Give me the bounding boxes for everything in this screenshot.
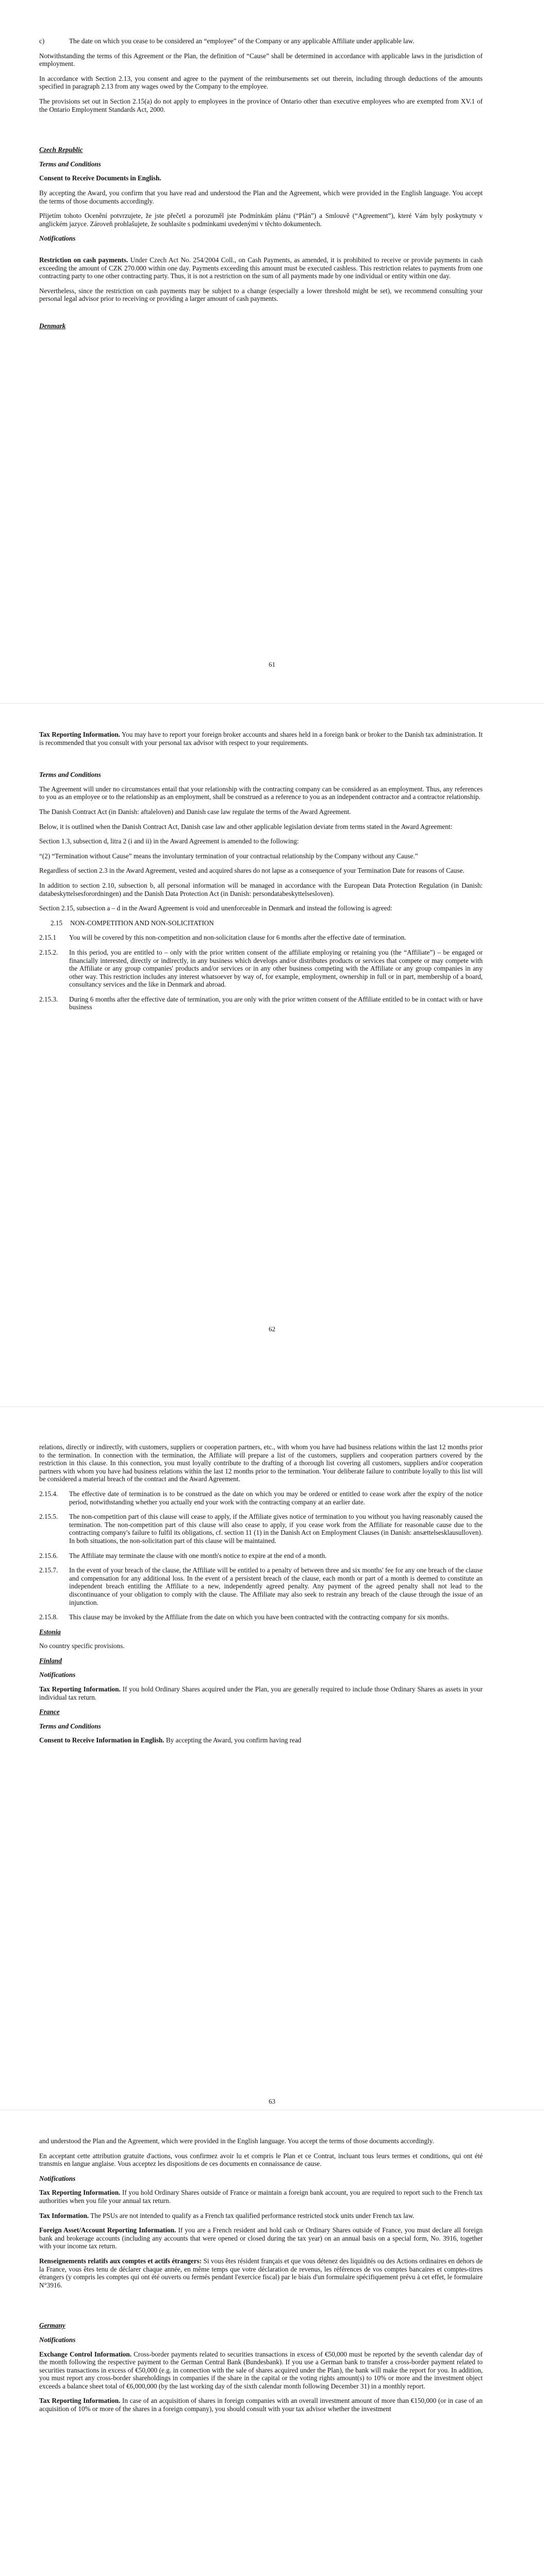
- section-heading-notifications: Notifications: [39, 234, 76, 243]
- list-item-text: During 6 months after the effective date of termination, you are only with the prior written consent of the Affiliate entitled to be in contact with or have business: [69, 995, 483, 1011]
- section-heading-notifications: Notifications: [39, 1671, 76, 1679]
- section-heading-notifications: Notifications: [39, 2335, 76, 2344]
- tax-text: If you hold Ordinary Shares acquired under the Plan, you are generally required to include those Ordinary Shares as assets in your individual tax return.: [39, 1685, 483, 1701]
- section-heading-notifications: Notifications: [39, 2174, 76, 2182]
- list-item: [39, 934, 483, 942]
- paragraph: [39, 1736, 483, 1744]
- paragraph-french: [39, 2257, 483, 2289]
- list-item-text: The date on which you cease to be considered an “employee” of the Company or any applicable Affiliate under applicable law.: [69, 37, 415, 45]
- page-63: [0, 1407, 544, 2110]
- list-item-marker: 2.15.5.: [39, 1513, 58, 1521]
- page-63-body: [39, 1443, 483, 1751]
- section-number: 2.15: [51, 919, 63, 927]
- tax-label: Tax Reporting Information.: [39, 731, 120, 738]
- paragraph: [39, 2226, 483, 2250]
- paragraph: Regardless of section 2.3 in the Award Agreement, vested and acquired shares do not lapse as a consequence of your Termination Date for reasons of Cause.: [39, 867, 465, 875]
- consent-text: By accepting the Award, you confirm having read: [164, 1736, 302, 1744]
- paragraph: Section 1.3, subsection d, litra 2 (i and ii) in the Award Agreement is amended to the following:: [39, 837, 299, 845]
- section-heading-terms: Terms and Conditions: [39, 771, 101, 779]
- paragraph: [39, 731, 483, 747]
- paragraph-continued: relations, directly or indirectly, with customers, suppliers or cooperation partners, etc., with whom you have had business relations within the last 12 months prior to the termination. In connection with the termination, the Affiliate will prepare a list of the customers, suppliers and cooperation partners covered by the restriction in this clause. In this connection, you must loyally contribute to the drafting of a thorough list covering all customers, suppliers and/or cooperation partners with whom you have had business relations within the last 12 months prior to the termination. Your deliberate failure to contribute loyally to this list will be considered a material breach of the contract and the Award Agreement.: [39, 1443, 483, 1483]
- french-asset-label: Renseignements relatifs aux comptes et actifs étrangers:: [39, 2257, 202, 2265]
- country-heading-germany: Germany: [39, 2321, 65, 2330]
- list-item-marker: 2.15.1: [39, 934, 56, 942]
- tax-text: You may have to report your foreign broker accounts and shares held in a foreign bank or broker to the Danish tax administration. It is recommended that you consult with your personal tax advisor with respect to your requirements.: [39, 731, 483, 747]
- list-item: [39, 1552, 483, 1560]
- list-item-text: This clause may be invoked by the Affiliate from the date on which you have been contracted with the contracting company for six months.: [69, 1613, 449, 1621]
- subheading-consent: Consent to Receive Documents in English.: [39, 174, 161, 182]
- page-number: 63: [269, 2097, 275, 2105]
- tax-text: If you hold Ordinary Shares outside of France or maintain a foreign bank account, you are required to report such to the French tax authorities when you file your annual tax return.: [39, 2189, 483, 2205]
- tax-text: In case of an acquisition of shares in foreign companies with an overall investment amount of more than €150,000 (or in case of an acquisition of 10% or more of the shares in a foreign company), you should consult with your tax advisor whether the investment: [39, 2397, 483, 2413]
- tax-info-label: Tax Information.: [39, 2211, 89, 2219]
- paragraph: The provisions set out in Section 2.15(a) do not apply to employees in the province of Ontario other than executive employees who are exempted from XV.1 of the Ontario Employment Standards Act, 2000.: [39, 97, 483, 113]
- paragraph: In addition to section 2.10, subsection b, all personal information will be managed in accordance with the European Data Protection Regulation (in Danish: databeskyttelsesforordningen) and the Danish Data Protection Act (in Danish: persondatabeskyttelsesloven).: [39, 881, 483, 897]
- paragraph: [39, 256, 483, 280]
- paragraph: [39, 2212, 483, 2220]
- paragraph-continued: and understood the Plan and the Agreement, which were provided in the English language. You accept the terms of those documents accordingly.: [39, 2137, 434, 2145]
- tax-label: Tax Reporting Information.: [39, 1685, 121, 1693]
- list-item-text: The Affiliate may terminate the clause with one month's notice to expire at the end of a month.: [69, 1551, 327, 1560]
- section-title: [51, 919, 483, 927]
- page-64-body: [39, 2137, 483, 2420]
- country-heading-czech: Czech Republic: [39, 146, 83, 154]
- restriction-label: Restriction on cash payments.: [39, 256, 128, 264]
- list-item-marker: 2.15.3.: [39, 995, 58, 1003]
- quote: “(2) “Termination without Cause” means the involuntary termination of your contractual relationship by the Company without any Cause.”: [39, 852, 418, 860]
- french-asset-text: Si vous êtes résident français et que vous détenez des liquidités ou des Actions ordinaires en dehors de la France, vous êtes tenu de déclarer chaque année, en même temps que votre déclaration de revenus, les références de vos comptes bancaires et comptes-titres étrangers (y compris les comptes qui ont été ouverts ou fermés pendant l'exercice fiscal) par le biais d'un formulaire spécifiquement prévu à cet effet, le formulaire N°3916.: [39, 2257, 483, 2289]
- page-61-body: [39, 37, 483, 336]
- list-item: [39, 1490, 483, 1506]
- list-item-marker: 2.15.7.: [39, 1566, 58, 1574]
- tax-label: Tax Reporting Information.: [39, 2189, 121, 2197]
- list-item-text: In the event of your breach of the clause, the Affiliate will be entitled to a penalty of between three and six months' fee for any one breach of the clause and compensation for any additional loss. In the event of a persistent breach of the clause, each month or part of a month is deemed to constitute an independent breach entitling the Affiliate to a new, independently agreed penalty. Any payment of the agreed penalty shall not lead to the discontinuance of your obligation to comply with the clause. The Affiliate may also seek to restrain any breach of the clause through the issue of an injunction.: [69, 1566, 483, 1606]
- paragraph: [39, 2350, 483, 2391]
- page-61: [0, 0, 544, 703]
- paragraph: No country specific provisions.: [39, 1642, 125, 1650]
- list-item-marker: 2.15.2.: [39, 948, 58, 956]
- list-item-text: The non-competition part of this clause will cease to apply, if the Affiliate gives notice of termination to you without you having reasonably caused the termination. The non-competition part of this clause will also cease to apply, if you cease work from the Affiliate for reasonable cause due to the contracting company's failure to fulfil its obligations, cf. section 11 (1) in the Danish Act on Employment Clauses (in Danish: ansættelsesklausulloven). In both situations, the non-solicitation part of this clause will be maintained.: [69, 1513, 483, 1545]
- paragraph: Below, it is outlined when the Danish Contract Act, Danish case law and other applicable legislation deviate from terms stated in the Award Agreement:: [39, 822, 453, 831]
- foreign-asset-text: If you are a French resident and hold cash or Ordinary Shares outside of France, you must declare all foreign bank and brokerage accounts (including any accounts that were opened or closed during the tax year) on an annual basis on a special form, No. 3916, together with your income tax return.: [39, 2226, 483, 2250]
- section-heading-terms: Terms and Conditions: [39, 160, 101, 168]
- list-item-text: In this period, you are entitled to – only with the prior written consent of the affiliate employing or retaining you (the “Affiliate”) – be engaged or financially interested, directly or indirectly, in any business which develops and/or distributes products or services that compete or may compete with the Affiliate or any group companies' products and/or services or in any other business competing with the Affiliate or any group companies in any other way. This restriction includes any interest whatsoever by way of, for example, employment, ownership in full or in part, membership of a board, consultancy services and the like in Denmark and abroad.: [69, 948, 483, 989]
- paragraph: Nevertheless, since the restriction on cash payments may be subject to a change (especially a lower threshold might be set), we recommend consulting your personal legal advisor prior to receiving or providing a larger amount of cash payments.: [39, 286, 483, 303]
- country-heading-france: France: [39, 1708, 60, 1716]
- page-number: 61: [269, 660, 275, 668]
- paragraph: [39, 2397, 483, 2413]
- paragraph: The Agreement will under no circumstances entail that your relationship with the contracting company can be considered as an employment. Thus, any references to you as an employee or to the relationship as an employment, shall be construed as a reference to you as an independent contractor and a contractor relationship.: [39, 785, 483, 801]
- foreign-asset-label: Foreign Asset/Account Reporting Information.: [39, 2226, 176, 2234]
- paragraph: Notwithstanding the terms of this Agreement or the Plan, the definition of “Cause” shall be determined in accordance with applicable laws in the jurisdiction of employment.: [39, 52, 483, 68]
- list-item: [39, 1613, 483, 1621]
- exchange-control-text: Cross-border payments related to securities transactions in excess of €50,000 must be reported by the seventh calendar day of the month following the respective payment to the German Central Bank (Bundesbank). If you use a German bank to transfer a cross-border payment related to securities transactions in excess of €50,000 (e.g. in connection with the sale of shares acquired under the Plan), the bank will make the report for you. In addition, you must report any cross-border shareholdings in companies if the share in the capital or the voting rights amount(s) to 10% or more and the investment object exceeds a balance sheet total of €6,000,000 (by the last working day of the sixth calendar month following December 31) in a monthly report.: [39, 2350, 483, 2390]
- list-item-marker: c): [39, 37, 45, 45]
- list-item: [39, 1566, 483, 1606]
- page-62: [0, 704, 544, 1406]
- list-item-marker: 2.15.4.: [39, 1489, 58, 1498]
- tax-label: Tax Reporting Information.: [39, 2397, 121, 2405]
- paragraph-czech: Přijetím tohoto Ocenění potvrzujete, že jste přečetl a porozuměl jste Podmínkám plánu (“Plán”) a Smlouvě (“Agreement”), které Vám byly poskytnuty v anglickém jazyce. Zároveň prohlašujete, že souhlasíte s podmínkami uvedenými v těchto dokumentech.: [39, 212, 483, 228]
- paragraph: The Danish Contract Act (in Danish: aftaleloven) and Danish case law regulate the terms of the Award Agreement.: [39, 807, 351, 816]
- section-name: NON-COMPETITION AND NON-SOLICITATION: [70, 919, 214, 927]
- paragraph: In accordance with Section 2.13, you consent and agree to the payment of the reimbursements set out therein, including through deductions of the amounts specified in paragraph 2.13 from any wages owed by the Company to the employee.: [39, 74, 483, 91]
- list-item-marker: 2.15.8.: [39, 1613, 58, 1621]
- list-item: [39, 995, 483, 1011]
- paragraph: [39, 2189, 483, 2205]
- page-62-body: [39, 731, 483, 1018]
- paragraph: Section 2.15, subsection a – d in the Award Agreement is void and unenforceable in Denmark and instead the following is agreed:: [39, 904, 392, 912]
- list-item-marker: 2.15.6.: [39, 1551, 58, 1560]
- list-item-text: The effective date of termination is to be construed as the date on which you may be ordered or entitled to cease work after the expiry of the notice period, notwithstanding whether you actually end your work with the contracting company at an earlier date.: [69, 1489, 483, 1506]
- list-item: [39, 948, 483, 989]
- page-number: 62: [269, 1325, 275, 1333]
- tax-info-text: The PSUs are not intended to qualify as a French tax qualified performance restricted stock units under French tax law.: [89, 2211, 415, 2219]
- country-heading-finland: Finland: [39, 1656, 62, 1665]
- list-item: [39, 37, 483, 45]
- restriction-text: Under Czech Act No. 254/2004 Coll., on Cash Payments, as amended, it is prohibited to receive or provide payments in cash exceeding the amount of CZK 270.000 within one day. Payments exceeding this amount must be executed cashless. This restriction relates to payments from one contracting party to one other contracting party. Thus, it is not a restriction on the sum of all payments made by one individual or entity within one day.: [39, 256, 483, 280]
- consent-label: Consent to Receive Information in English.: [39, 1736, 164, 1744]
- paragraph: [39, 1685, 483, 1701]
- list-item-text: You will be covered by this non-competition and non-solicitation clause for 6 months after the effective date of termination.: [69, 934, 406, 942]
- paragraph-french: En acceptant cette attribution gratuite d'actions, vous confirmez avoir lu et compris le Plan et ce Contrat, incluant tous leurs termes et conditions, qui ont été transmis en langue anglaise. Vous acceptez les dispositions de ces documents en connaissance de cause.: [39, 2151, 483, 2168]
- paragraph: By accepting the Award, you confirm that you have read and understood the Plan and the Agreement, which were provided in the English language. You accept the terms of those documents accordingly.: [39, 189, 483, 205]
- country-heading-estonia: Estonia: [39, 1628, 61, 1636]
- country-heading-denmark: Denmark: [39, 321, 66, 330]
- list-item: [39, 1513, 483, 1545]
- section-heading-terms: Terms and Conditions: [39, 1722, 101, 1730]
- exchange-control-label: Exchange Control Information.: [39, 2350, 132, 2358]
- page-64: [0, 2110, 544, 2576]
